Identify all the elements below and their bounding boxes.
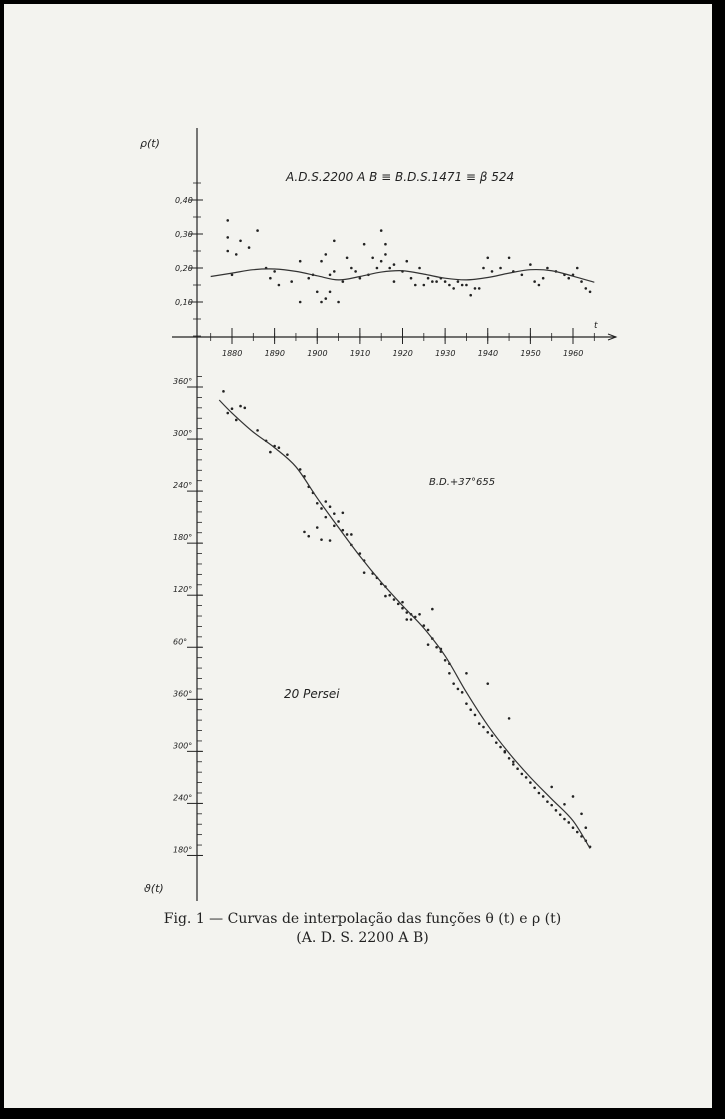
rho-data-point — [320, 301, 323, 304]
rho-data-point — [342, 280, 345, 283]
theta-data-point — [461, 691, 464, 694]
theta-data-point — [397, 603, 400, 606]
caption-line-1: Fig. 1 — Curvas de interpolação das funções θ (t) e ρ (t) — [163, 911, 562, 927]
rho-data-point — [299, 301, 302, 304]
rho-tick-label: 0,40 — [175, 196, 193, 205]
theta-data-point — [444, 659, 447, 662]
rho-data-point — [231, 274, 234, 277]
rho-tick-label: 0,10 — [175, 298, 193, 307]
rho-points — [226, 219, 591, 303]
rho-data-point — [444, 280, 447, 283]
rho-data-point — [521, 274, 524, 277]
t-tick-label: 1950 — [520, 349, 541, 358]
theta-data-point — [316, 502, 319, 505]
theta-tick-label: 360° — [173, 377, 193, 386]
theta-data-point — [324, 516, 327, 519]
rho-data-point — [316, 291, 319, 294]
t-tick-label: 1880 — [222, 349, 243, 358]
theta-data-point — [329, 539, 332, 542]
theta-data-point — [405, 618, 408, 621]
theta-axis-label: ϑ(t) — [144, 882, 164, 895]
rho-data-point — [388, 267, 391, 270]
theta-data-point — [393, 598, 396, 601]
theta-data-point — [269, 451, 272, 454]
theta-data-point — [508, 757, 511, 760]
t-tick-label: 1910 — [349, 349, 371, 358]
theta-data-point — [550, 786, 553, 789]
t-tick-label: 1960 — [563, 349, 584, 358]
theta-data-point — [559, 813, 562, 816]
rho-data-point — [278, 284, 281, 287]
rho-data-point — [290, 280, 293, 283]
rho-data-point — [546, 267, 549, 270]
rho-data-point — [457, 280, 460, 283]
theta-data-point — [363, 571, 366, 574]
theta-data-point — [350, 533, 353, 536]
rho-data-point — [324, 253, 327, 256]
rho-data-point — [405, 260, 408, 263]
theta-data-point — [346, 533, 349, 536]
rho-data-point — [235, 253, 238, 256]
theta-data-point — [465, 702, 468, 705]
rho-data-point — [320, 260, 323, 263]
rho-data-point — [346, 257, 349, 260]
theta-tick-label: 300° — [173, 429, 193, 439]
bd-annotation: B.D.+37°655 — [429, 477, 496, 488]
rho-data-point — [384, 253, 387, 256]
theta-data-point — [584, 826, 587, 829]
theta-data-point — [329, 505, 332, 508]
theta-data-point — [572, 826, 575, 829]
rho-data-point — [529, 263, 532, 266]
theta-tick-label: 180° — [173, 845, 193, 855]
rho-tick-label: 0,30 — [175, 230, 193, 239]
rho-data-point — [533, 280, 536, 283]
theta-data-point — [333, 512, 336, 515]
theta-data-point — [320, 538, 323, 541]
theta-data-point — [538, 792, 541, 795]
theta-data-point — [226, 412, 229, 415]
theta-data-point — [239, 405, 242, 408]
theta-points — [222, 390, 591, 848]
rho-data-point — [584, 287, 587, 290]
theta-data-point — [508, 717, 511, 720]
theta-tick-label: 60° — [173, 637, 188, 647]
theta-data-point — [448, 672, 451, 675]
t-tick-label: 1900 — [307, 349, 328, 358]
theta-data-point — [342, 511, 345, 514]
theta-data-point — [401, 601, 404, 604]
theta-ticks — [173, 377, 203, 856]
theta-data-point — [256, 429, 259, 432]
theta-data-point — [388, 594, 391, 597]
theta-data-point — [324, 500, 327, 503]
rho-data-point — [359, 277, 362, 280]
rho-data-point — [414, 284, 417, 287]
theta-data-point — [418, 613, 421, 616]
theta-data-point — [512, 763, 515, 766]
rho-data-point — [427, 277, 430, 280]
rho-data-point — [350, 267, 353, 270]
theta-tick-label: 300° — [173, 741, 193, 751]
rho-data-point — [435, 280, 438, 283]
rho-data-point — [448, 284, 451, 287]
rho-data-point — [542, 277, 545, 280]
rho-data-point — [248, 246, 251, 249]
t-tick-label: 1920 — [392, 349, 413, 358]
rho-data-point — [380, 229, 383, 232]
theta-data-point — [482, 726, 485, 729]
axes-frame — [172, 128, 616, 901]
theta-data-point — [452, 682, 455, 685]
rho-data-point — [469, 294, 472, 297]
theta-data-point — [495, 741, 498, 744]
rho-data-point — [461, 284, 464, 287]
page-sheet — [4, 4, 712, 1108]
theta-data-point — [342, 529, 345, 532]
theta-data-point — [504, 751, 507, 754]
theta-data-point — [457, 688, 460, 691]
theta-data-point — [546, 800, 549, 803]
rho-data-point — [226, 250, 229, 253]
rho-data-point — [418, 267, 421, 270]
theta-tick-label: 240° — [173, 481, 193, 491]
rho-data-point — [333, 270, 336, 273]
rho-data-point — [538, 284, 541, 287]
rho-data-point — [486, 257, 489, 260]
theta-data-point — [576, 831, 579, 834]
theta-data-point — [516, 767, 519, 770]
rho-data-point — [508, 257, 511, 260]
theta-data-point — [431, 608, 434, 611]
rho-data-point — [329, 291, 332, 294]
theta-data-point — [491, 734, 494, 737]
theta-data-point — [410, 618, 413, 621]
theta-data-point — [465, 672, 468, 675]
theta-data-point — [563, 818, 566, 821]
rho-data-point — [393, 263, 396, 266]
theta-data-point — [303, 531, 306, 534]
t-tick-label: 1930 — [435, 349, 456, 358]
rho-data-point — [371, 257, 374, 260]
theta-fit-curve — [219, 400, 590, 848]
star-name: 20 Persei — [284, 687, 340, 701]
theta-data-point — [512, 760, 515, 763]
rho-data-point — [376, 267, 379, 270]
theta-data-point — [469, 708, 472, 711]
rho-ticks — [175, 183, 203, 336]
theta-data-point — [521, 773, 524, 776]
theta-data-point — [478, 722, 481, 725]
theta-tick-label: 240° — [173, 793, 193, 803]
theta-data-point — [333, 525, 336, 528]
rho-data-point — [423, 284, 426, 287]
rho-data-point — [499, 267, 502, 270]
theta-data-point — [427, 643, 430, 646]
rho-fit-curve — [211, 269, 595, 282]
rho-data-point — [410, 277, 413, 280]
rho-data-point — [226, 219, 229, 222]
theta-data-point — [222, 390, 225, 393]
rho-data-point — [380, 260, 383, 263]
rho-data-point — [393, 280, 396, 283]
top-annotation: A.D.S.2200 A B ≡ B.D.S.1471 ≡ β 524 — [286, 170, 515, 184]
theta-data-point — [235, 419, 238, 422]
theta-data-point — [529, 781, 532, 784]
t-axis-label: t — [594, 321, 598, 331]
theta-data-point — [486, 682, 489, 685]
theta-data-point — [563, 803, 566, 806]
rho-data-point — [576, 267, 579, 270]
theta-data-point — [550, 804, 553, 807]
theta-data-point — [486, 731, 489, 734]
theta-data-point — [580, 813, 583, 816]
rho-data-point — [474, 287, 477, 290]
rho-data-point — [465, 284, 468, 287]
theta-data-point — [307, 535, 310, 538]
theta-data-point — [525, 776, 528, 779]
theta-data-point — [427, 629, 430, 632]
rho-data-point — [337, 301, 340, 304]
rho-data-point — [324, 297, 327, 300]
rho-data-point — [354, 270, 357, 273]
rho-data-point — [384, 243, 387, 246]
rho-data-point — [307, 277, 310, 280]
rho-tick-label: 0,20 — [175, 264, 193, 273]
rho-data-point — [567, 277, 570, 280]
theta-data-point — [231, 407, 234, 410]
rho-data-point — [431, 280, 434, 283]
theta-data-point — [337, 520, 340, 523]
theta-data-point — [533, 786, 536, 789]
theta-data-point — [542, 795, 545, 798]
theta-data-point — [474, 714, 477, 717]
t-ticks — [211, 328, 595, 358]
theta-data-point — [286, 453, 289, 456]
rho-data-point — [482, 267, 485, 270]
t-tick-label: 1940 — [477, 349, 499, 358]
rho-data-point — [269, 277, 272, 280]
theta-data-point — [384, 595, 387, 598]
theta-data-point — [499, 746, 502, 749]
theta-data-point — [435, 646, 438, 649]
rho-data-point — [452, 287, 455, 290]
theta-data-point — [567, 821, 570, 824]
rho-data-point — [329, 274, 332, 277]
rho-data-point — [589, 291, 592, 294]
rho-data-point — [226, 236, 229, 239]
rho-axis-label: ρ(t) — [140, 137, 160, 150]
t-tick-label: 1890 — [264, 349, 285, 358]
rho-data-point — [363, 243, 366, 246]
rho-data-point — [239, 240, 242, 243]
theta-data-point — [320, 507, 323, 510]
rho-data-point — [299, 260, 302, 263]
rho-data-point — [333, 240, 336, 243]
theta-tick-label: 360° — [173, 689, 193, 699]
caption-line-2: (A. D. S. 2200 A B) — [296, 930, 429, 946]
rho-data-point — [256, 229, 259, 232]
rho-data-point — [491, 270, 494, 273]
theta-data-point — [316, 526, 319, 529]
theta-data-point — [243, 407, 246, 410]
rho-data-point — [580, 280, 583, 283]
theta-data-point — [278, 446, 281, 449]
theta-data-point — [572, 795, 575, 798]
rho-data-point — [273, 270, 276, 273]
rho-data-point — [478, 287, 481, 290]
theta-data-point — [555, 809, 558, 812]
theta-tick-label: 180° — [173, 533, 193, 543]
theta-tick-label: 120° — [173, 585, 193, 595]
